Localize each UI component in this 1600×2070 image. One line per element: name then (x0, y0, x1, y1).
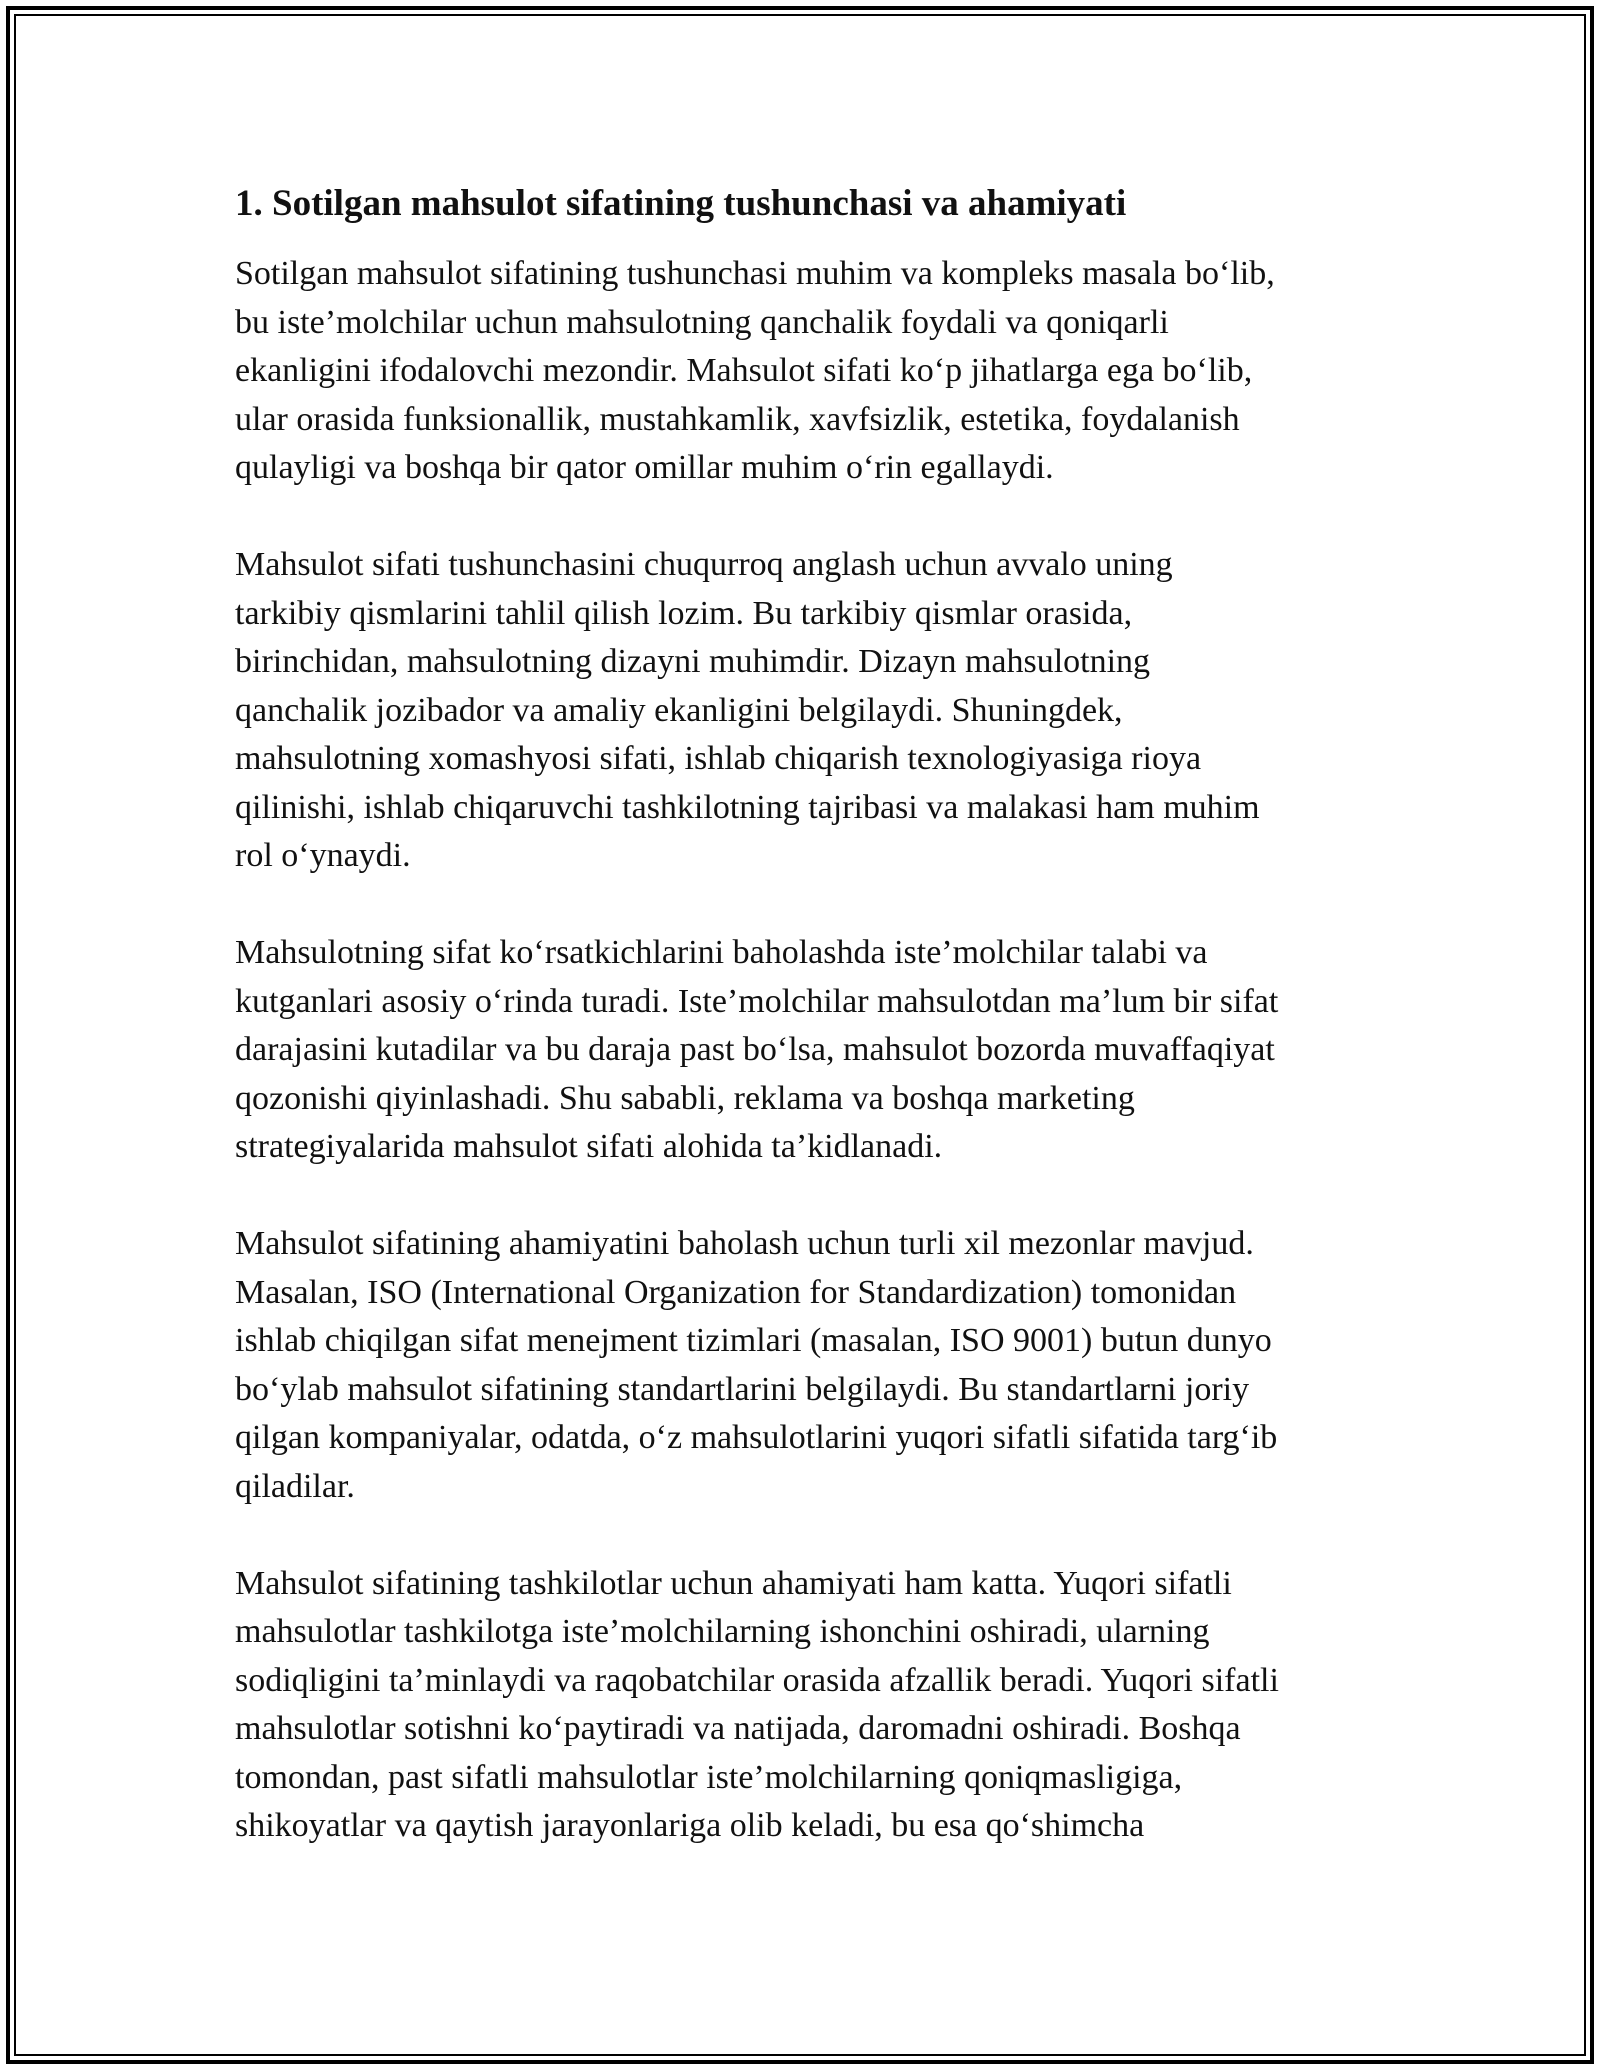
paragraph-line: bo‘ylab mahsulot sifatining standartlarini belgilaydi. Bu standartlarni joriy (235, 1370, 1250, 1408)
paragraph-line: ishlab chiqilgan sifat menejment tizimlari (masalan, ISO 9001) butun dunyo (235, 1322, 1272, 1359)
paragraph-line: Sotilgan mahsulot sifatining tushunchasi muhim va kompleks masala bo‘lib, (235, 255, 1275, 292)
paragraph-line: bu iste’molchilar uchun mahsulotning qanchalik foydali va qoniqarli (235, 303, 1169, 341)
paragraph-line: sodiqligini ta’minlaydi va raqobatchilar orasida afzallik beradi. Yuqori sifatli (235, 1661, 1279, 1699)
paragraph-line: rol o‘ynaydi. (235, 837, 411, 874)
body-paragraph (235, 541, 1375, 881)
paragraph-line: qanchalik jozibador va amaliy ekanligini belgilaydi. Shuningdek, (235, 691, 1123, 729)
paragraph-line: mahsulotlar sotishni ko‘paytiradi va natijada, daromadni oshiradi. Boshqa (235, 1710, 1241, 1747)
paragraph-line: Masalan, ISO (International Organization for Standardization) tomonidan (235, 1273, 1237, 1311)
paragraph-line: Mahsulot sifati tushunchasini chuqurroq anglash uchun avvalo uning (235, 546, 1173, 583)
paragraph-line: birinchidan, mahsulotning dizayni muhimdir. Dizayn mahsulotning (235, 643, 1151, 680)
body-paragraph (235, 1220, 1375, 1511)
paragraph-line: tomondan, past sifatli mahsulotlar iste’molchilarning qoniqmasligiga, (235, 1758, 1183, 1796)
paragraph-line: qozonishi qiyinlashadi. Shu sababli, reklama va boshqa marketing (235, 1079, 1135, 1117)
paragraph-line: ular orasida funksionallik, mustahkamlik, xavfsizlik, estetika, foydalanish (235, 400, 1240, 438)
paragraph-line: Mahsulot sifatining tashkilotlar uchun ahamiyati ham katta. Yuqori sifatli (235, 1564, 1232, 1602)
paragraph-line: tarkibiy qismlarini tahlil qilish lozim. Bu tarkibiy qismlar orasida, (235, 594, 1133, 632)
paragraph-line: Mahsulotning sifat ko‘rsatkichlarini baholashda iste’molchilar talabi va (235, 934, 1208, 971)
paragraph-line: mahsulotlar tashkilotga iste’molchilarning ishonchini oshiradi, ularning (235, 1613, 1210, 1650)
paragraph-line: darajasini kutadilar va bu daraja past bo‘lsa, mahsulot bozorda muvaffaqiyat (235, 1031, 1275, 1068)
paragraph-line: Mahsulot sifatining ahamiyatini baholash uchun turli xil mezonlar mavjud. (235, 1225, 1254, 1262)
paragraph-line: qilinishi, ishlab chiqaruvchi tashkilotning tajribasi va malakasi ham muhim (235, 788, 1260, 826)
paragraph-list (235, 250, 1375, 1851)
body-paragraph (235, 1560, 1375, 1851)
paragraph-line: qiladilar. (235, 1467, 355, 1505)
paragraph-line: qulayligi va boshqa bir qator omillar muhim o‘rin egallaydi. (235, 449, 1054, 486)
document-body (235, 180, 1375, 1899)
section-heading: 1. Sotilgan mahsulot sifatining tushunchasi va ahamiyati (235, 183, 1127, 224)
body-paragraph (235, 929, 1375, 1172)
paragraph-line: qilgan kompaniyalar, odatda, o‘z mahsulotlarini yuqori sifatli sifatida targ‘ib (235, 1419, 1278, 1456)
paragraph-line: kutganlari asosiy o‘rinda turadi. Iste’molchilar mahsulotdan ma’lum bir sifat (235, 982, 1279, 1020)
body-paragraph (235, 250, 1375, 493)
paragraph-line: shikoyatlar va qaytish jarayonlariga olib keladi, bu esa qo‘shimcha (235, 1807, 1145, 1844)
paragraph-line: strategiyalarida mahsulot sifati alohida ta’kidlanadi. (235, 1128, 943, 1165)
paragraph-line: ekanligini ifodalovchi mezondir. Mahsulot sifati ko‘p jihatlarga ega bo‘lib, (235, 352, 1253, 389)
paragraph-line: mahsulotning xomashyosi sifati, ishlab chiqarish texnologiyasiga rioya (235, 740, 1202, 777)
